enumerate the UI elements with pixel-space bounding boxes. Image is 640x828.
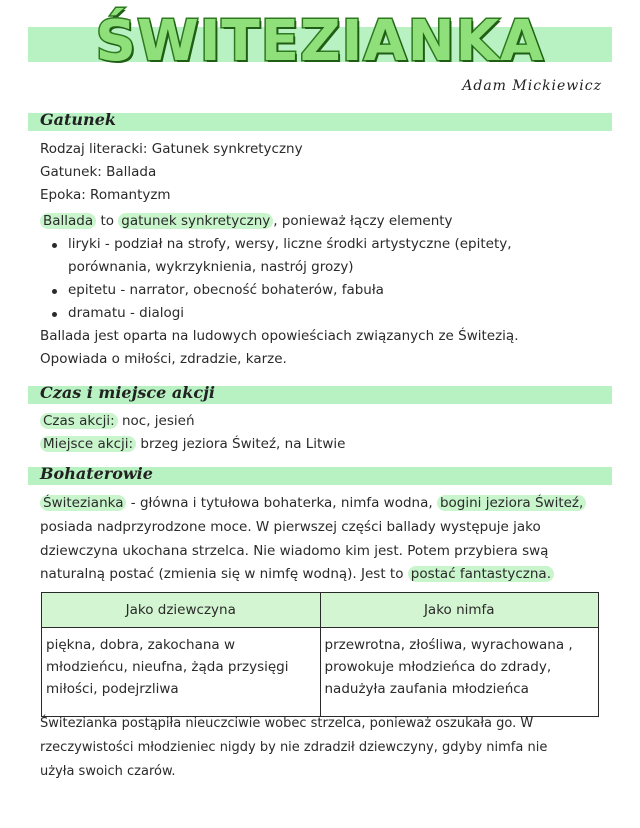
highlight-postac-fantastyczna: postać fantastyczna. — [408, 566, 554, 582]
rodzaj-line: Rodzaj literacki: Gatunek synkretyczny — [40, 141, 303, 157]
bohater-line-1: Świtezianka - główna i tytułowa bohaterka, nimfa wodna, bogini jeziora Świteź, — [40, 495, 586, 511]
bohater-line-2: posiada nadprzyrodzone moce. W pierwszej części ballady występuje jako — [40, 519, 541, 535]
author-name: Adam Mickiewicz — [462, 78, 602, 94]
bullet-epitetu: epitetu - narrator, obecność bohaterów, fabuła — [68, 282, 384, 298]
summary-line-2: rzeczywistości młodzieniec nigdy by nie zdradził dziewczyny, gdyby nimfa nie — [40, 740, 548, 755]
bullet-liryki: liryki - podział na strofy, wersy, liczne środki artystyczne (epitety, — [68, 236, 512, 252]
table-cell-dziewczyna: piękna, dobra, zakochana w młodzieńcu, nieufna, żąda przysięgi miłości, podejrzliwa — [42, 628, 321, 717]
section-gatunek-title: Gatunek — [40, 110, 116, 129]
page-title: ŚWITEZIANKA — [95, 9, 545, 74]
summary-line-3: użyła swoich czarów. — [40, 764, 176, 779]
bullet-dot — [52, 243, 57, 248]
section-bohaterowie-header — [28, 464, 612, 485]
epoka-line: Epoka: Romantyzm — [40, 187, 171, 203]
ballada-intro: Ballada to gatunek synkretyczny , ponieważ łączy elementy — [40, 213, 453, 229]
comparison-table — [41, 592, 599, 717]
ballada-outro-2: Opowiada o miłości, zdradzie, karze. — [40, 351, 287, 367]
bullet-dot — [52, 289, 57, 294]
highlight-switezianka: Świtezianka — [40, 495, 126, 511]
miejsce-akcji-line: Miejsce akcji: brzeg jeziora Świteź, na Litwie — [40, 436, 345, 452]
highlight-gatunek-synkretyczny: gatunek synkretyczny — [118, 213, 273, 229]
gatunek-line: Gatunek: Ballada — [40, 164, 157, 180]
bullet-liryki-cont: porównania, wykrzyknienia, nastrój grozy) — [68, 259, 354, 275]
section-bohaterowie-title: Bohaterowie — [40, 464, 153, 483]
highlight-bogini: bogini jeziora Świteź, — [437, 495, 586, 511]
section-gatunek-header — [28, 110, 612, 131]
ballada-outro-1: Ballada jest oparta na ludowych opowieściach związanych ze Świtezią. — [40, 328, 519, 344]
highlight-miejsce-akcji: Miejsce akcji: — [40, 436, 136, 452]
section-czas-header — [28, 383, 612, 404]
summary-line-1: Świtezianka postąpiła nieuczciwie wobec strzelca, ponieważ oszukała go. W — [40, 716, 534, 731]
bullet-dramatu: dramatu - dialogi — [68, 305, 185, 321]
table-cell-nimfa: przewrotna, złośliwa, wyrachowana , prowokuje młodzieńca do zdrady, nadużyła zaufania młodzieńca — [320, 628, 599, 717]
section-czas-title: Czas i miejsce akcji — [40, 383, 215, 402]
highlight-czas-akcji: Czas akcji: — [40, 413, 118, 429]
bohater-line-3: dziewczyna ukochana strzelca. Nie wiadomo kim jest. Potem przybiera swą — [40, 543, 549, 559]
highlight-ballada: Ballada — [40, 213, 96, 229]
table-header-dziewczyna: Jako dziewczyna — [42, 593, 321, 628]
czas-akcji-line: Czas akcji: noc, jesień — [40, 413, 195, 429]
bohater-line-4: naturalną postać (zmienia się w nimfę wodną). Jest to postać fantastyczna. — [40, 566, 554, 582]
bullet-dot — [52, 312, 57, 317]
table-header-nimfa: Jako nimfa — [320, 593, 599, 628]
